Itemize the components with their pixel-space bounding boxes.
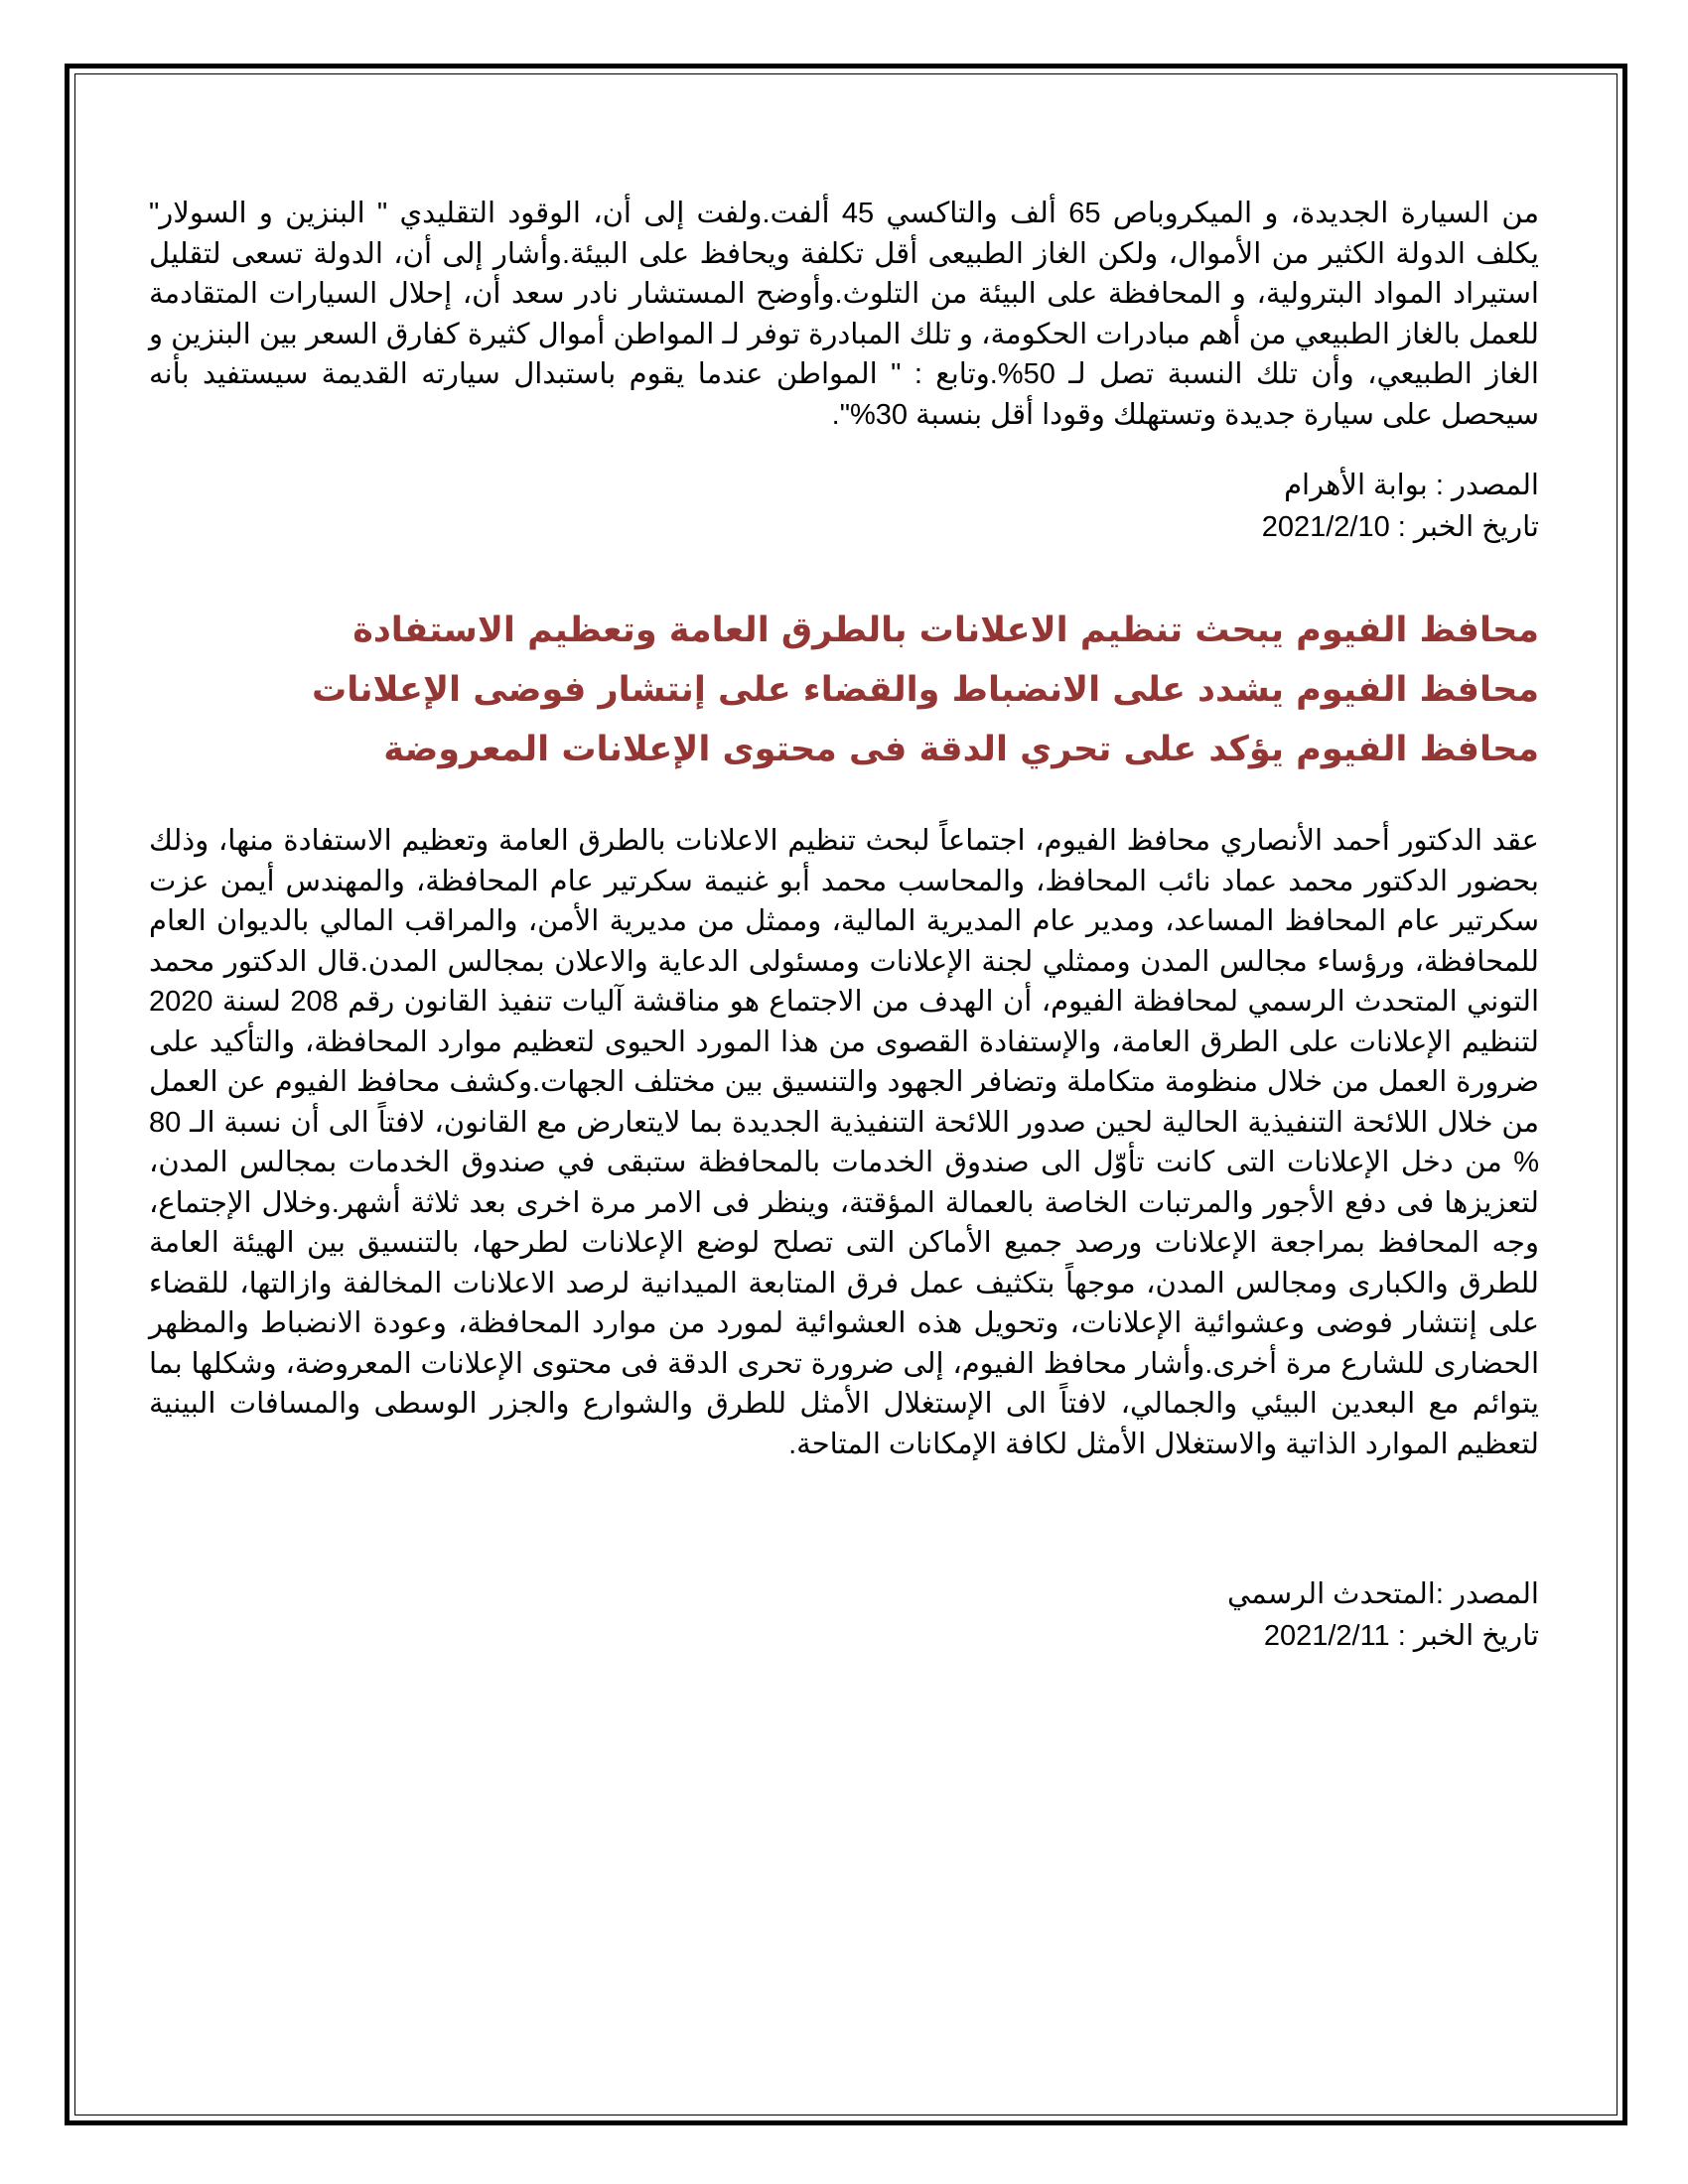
article2-date: تاريخ الخبر : 2021/2/11 — [1263, 1620, 1539, 1652]
article2-headline-2: محافظ الفيوم يشدد على الانضباط والقضاء على إنتشار فوضى الإعلانات — [312, 670, 1539, 710]
article2-headline-3: محافظ الفيوم يؤكد على تحري الدقة فى محتوى الإعلانات المعروضة — [383, 730, 1539, 769]
document-content — [149, 194, 1539, 1657]
article1-date: تاريخ الخبر : 2021/2/10 — [1261, 511, 1539, 543]
article2-headline-1: محافظ الفيوم يبحث تنظيم الاعلانات بالطرق العامة وتعظيم الاستفادة — [352, 611, 1539, 650]
article2-headlines — [149, 601, 1539, 779]
article2-meta — [149, 1573, 1539, 1657]
article2-source: المصدر :المتحدث الرسمي — [1227, 1578, 1539, 1610]
article1-source: المصدر : بوابة الأهرام — [1284, 470, 1539, 501]
article1-paragraph: من السيارة الجديدة، و الميكروباص 65 ألف والتاكسي 45 ألفت.ولفت إلى أن، الوقود التقليدي " البنزين و السولار" يكلف الدولة الكثير من الأموال، ولكن الغاز الطبيعى أقل تكلفة ويحافظ على البيئة.وأشار إلى أن، الدولة تسعى لتقليل استيراد المواد البترولية، و المحافظة على البيئة من التلوث.وأوضح المستشار نادر سعد أن، إحلال السيارات المتقادمة للعمل بالغاز الطبيعي من أهم مبادرات الحكومة، و تلك المبادرة توفر لـ المواطن أموال كثيرة كفارق السعر بين البنزين و الغاز الطبيعي، وأن تلك النسبة تصل لـ 50%.وتابع : " المواطن عندما يقوم باستبدال سيارته القديمة سيستفيد بأنه سيحصل على سيارة جديدة وتستهلك وقودا أقل بنسبة 30%". — [149, 198, 1540, 431]
article2-paragraph: عقد الدكتور أحمد الأنصاري محافظ الفيوم، اجتماعاً لبحث تنظيم الاعلانات بالطرق العامة وتعظيم الاستفادة منها، وذلك بحضور الدكتور محمد عماد نائب المحافظ، والمحاسب محمد أبو غنيمة سكرتير عام المحافظة، والمهندس أيمن عزت سكرتير عام المحافظ المساعد، ومدير عام المديرية المالية، وممثل من مديرية الأمن، والمراقب المالي بالديوان العام للمحافظة، ورؤساء مجالس المدن وممثلي لجنة الإعلانات ومسئولى الدعاية والاعلان بمجالس المدن.قال الدكتور محمد التوني المتحدث الرسمي لمحافظة الفيوم، أن الهدف من الاجتماع هو مناقشة آليات تنفيذ القانون رقم 208 لسنة 2020 لتنظيم الإعلانات على الطرق العامة، والإستفادة القصوى من هذا المورد الحيوى لتعظيم موارد المحافظة، والتأكيد على ضرورة العمل من خلال منظومة متكاملة وتضافر الجهود والتنسيق بين مختلف الجهات.وكشف محافظ الفيوم عن العمل من خلال اللائحة التنفيذية الحالية لحين صدور اللائحة التنفيذية الجديدة بما لايتعارض مع القانون، لافتاً الى أن نسبة الـ 80 % من دخل الإعلانات التى كانت تأوّل الى صندوق الخدمات بالمحافظة ستبقى في صندوق الخدمات بمجالس المدن، لتعزيزها فى دفع الأجور والمرتبات الخاصة بالعمالة المؤقتة، وينظر فى الامر مرة اخرى بعد ثلاثة أشهر.وخلال الإجتماع، وجه المحافظ بمراجعة الإعلانات ورصد جميع الأماكن التى تصلح لوضع الإعلانات لطرحها، بالتنسيق بين الهيئة العامة للطرق والكبارى ومجالس المدن، موجهاً بتكثيف عمل فرق المتابعة الميدانية لرصد الاعلانات المخالفة وازالتها، للقضاء على إنتشار فوضى وعشوائية الإعلانات، وتحويل هذه العشوائية لمورد من موارد المحافظة، وعودة الانضباط والمظهر الحضارى للشارع مرة أخرى.وأشار محافظ الفيوم، إلى ضرورة تحرى الدقة فى محتوى الإعلانات المعروضة، وشكلها بما يتوائم مع البعدين البيئي والجمالي، لافتاً الى الإستغلال الأمثل للطرق والشوارع والجزر الوسطى والمسافات البينية لتعظيم الموارد الذاتية والاستغلال الأمثل لكافة الإمكانات المتاحة. — [149, 825, 1540, 1460]
article1-meta — [149, 465, 1539, 548]
